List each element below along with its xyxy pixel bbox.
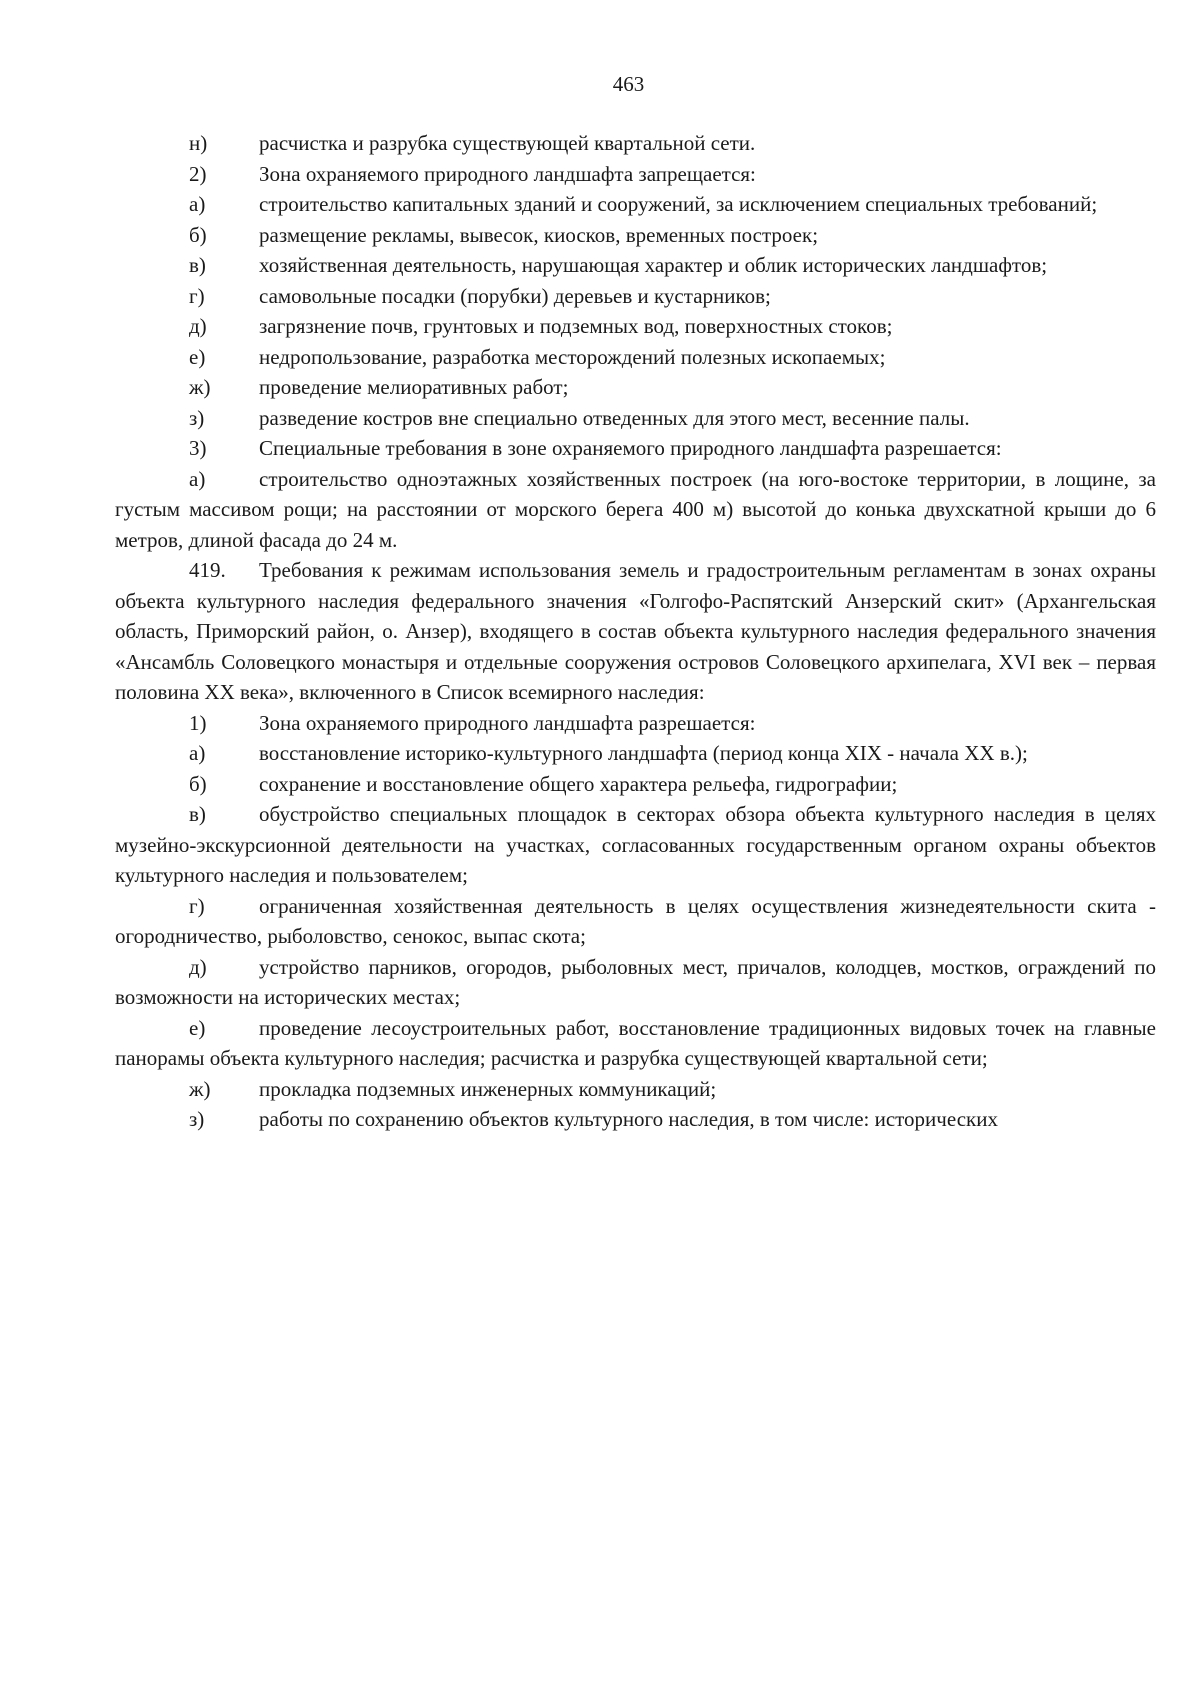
clause-text: работы по сохранению объектов культурного наследия, в том числе: исторических: [259, 1107, 998, 1131]
clause-text: расчистка и разрубка существующей квартальной сети.: [259, 131, 756, 155]
clause-text: проведение мелиоративных работ;: [259, 375, 569, 399]
clause-text: Зона охраняемого природного ландшафта разрешается:: [259, 710, 756, 735]
clause: [115, 189, 1156, 220]
clause-text: устройство парников, огородов, рыболовных мест, причалов, колодцев, мостков, ограждений по возможности на исторических местах;: [115, 954, 1156, 1009]
clause-text: разведение костров вне специально отведенных для этого мест, весенние палы.: [259, 405, 970, 430]
clause-text: размещение рекламы, вывесок, киосков, временных построек;: [259, 222, 819, 247]
clause-text: обустройство специальных площадок в секторах обзора объекта культурного наследия в целях музейно-экскурсионной деятельности на участках, согласованных государственным органом охраны объектов культурного наследия и пользователем;: [115, 802, 1156, 887]
clause-marker: ж): [189, 1076, 211, 1101]
section-text: Требования к режимам использования земель и градостроительным регламентам в зонах охраны объекта культурного наследия федерального значения «Голгофо-Распятский Анзерский скит» (Архангельская область, Приморский район, о. Анзер), входящего в состав объекта культурного наследия федерального значения «Ансамбль Соловецкого монастыря и отдельные сооружения островов Соловецкого архипелага, XVI век – первая половина XX века», включенного в Список всемирного наследия:: [115, 558, 1156, 704]
clause-text: хозяйственная деятельность, нарушающая характер и облик исторических ландшафтов;: [259, 253, 1048, 277]
clause: [115, 128, 1156, 159]
clause-marker: а): [189, 741, 206, 765]
clause: [115, 952, 1156, 1013]
clause-marker: з): [189, 405, 205, 430]
clause: [115, 1104, 1156, 1135]
clause: [115, 433, 1156, 464]
clause-text: восстановление историко-культурного ландшафта (период конца XIX - начала XX в.);: [259, 741, 1028, 765]
clause: [115, 311, 1156, 342]
clause-marker: н): [189, 131, 208, 155]
clause-text: ограниченная хозяйственная деятельность в целях осуществления жизнедеятельности скита - огородничество, рыболовство, сенокос, выпас скота;: [115, 893, 1156, 948]
clause: [115, 891, 1156, 952]
clause: [115, 372, 1156, 403]
clause-marker: ж): [189, 375, 211, 399]
clause-marker: з): [189, 1107, 205, 1131]
section-paragraph: [115, 555, 1156, 708]
clause-marker: е): [189, 344, 206, 369]
clause: [115, 464, 1156, 556]
clause: [115, 769, 1156, 800]
page-number: 463: [612, 72, 645, 96]
clause-marker: в): [189, 802, 206, 826]
clause-marker: г): [189, 893, 205, 918]
clause-marker: 1): [189, 710, 207, 735]
clause-marker: е): [189, 1015, 206, 1040]
clause-marker: г): [189, 283, 205, 308]
clause: [115, 403, 1156, 434]
clause-text: проведение лесоустроительных работ, восстановление традиционных видовых точек на главные панорамы объекта культурного наследия; расчистка и разрубка существующей квартальной сети;: [115, 1015, 1156, 1070]
clause-text: Зона охраняемого природного ландшафта запрещается:: [259, 161, 756, 186]
clause: [115, 281, 1156, 312]
clause-text: Специальные требования в зоне охраняемого природного ландшафта разрешается:: [259, 436, 1002, 460]
clause-text: сохранение и восстановление общего характера рельефа, гидрографии;: [259, 771, 898, 796]
clause-text: строительство одноэтажных хозяйственных построек (на юго-востоке территории, в лощине, за густым массивом рощи; на расстоянии от морского берега 400 м) высотой до конька двухскатной крыши до 6 метров, длиной фасада до 24 м.: [115, 466, 1156, 552]
document-body: [115, 128, 1156, 1135]
clause: [115, 342, 1156, 373]
clause: [115, 708, 1156, 739]
clause-marker: а): [189, 192, 206, 216]
clause-marker: д): [189, 314, 207, 338]
section-number: 419.: [189, 558, 226, 582]
clause-marker: б): [189, 222, 207, 247]
clause: [115, 799, 1156, 891]
clause-text: загрязнение почв, грунтовых и подземных вод, поверхностных стоков;: [259, 314, 893, 338]
clause: [115, 1013, 1156, 1074]
clause-text: самовольные посадки (порубки) деревьев и кустарников;: [259, 283, 771, 308]
clause: [115, 159, 1156, 190]
clause-marker: 3): [189, 436, 207, 460]
clause-text: прокладка подземных инженерных коммуникаций;: [259, 1076, 717, 1101]
clause: [115, 250, 1156, 281]
clause-text: строительство капитальных зданий и сооружений, за исключением специальных требований;: [259, 192, 1098, 216]
clause-marker: б): [189, 771, 207, 796]
clause-marker: 2): [189, 161, 207, 186]
clause-marker: в): [189, 253, 206, 277]
clause-marker: д): [189, 954, 207, 979]
clause-marker: а): [189, 466, 206, 491]
clause: [115, 738, 1156, 769]
clause-text: недропользование, разработка месторождений полезных ископаемых;: [259, 344, 886, 369]
clause: [115, 1074, 1156, 1105]
clause: [115, 220, 1156, 251]
